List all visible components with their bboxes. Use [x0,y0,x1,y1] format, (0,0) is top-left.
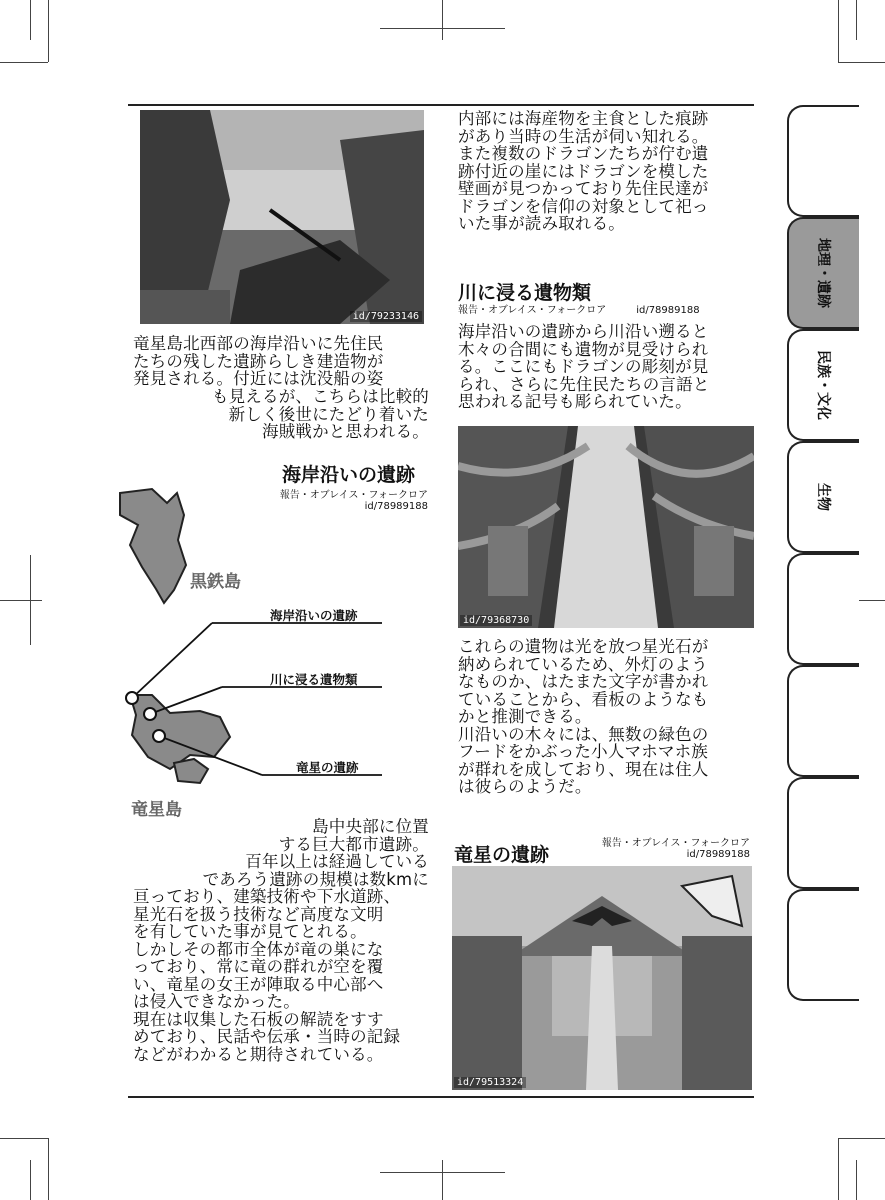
coastal-ruins-image [140,110,424,324]
coastal-continued: 内部には海産物を主食とした痕跡 があり当時の生活が伺い知れる。 また複数のドラゴンたちが佇む遺 跡付近の崖にはドラゴンを模した 壁画が見つかっており先住民達が ドラゴンを信仰の対象として祀っ いた事が読み取れる。 [458,109,709,233]
section-tabs [787,105,861,1105]
image-id: id/79513324 [454,1077,526,1088]
crop-mark [0,1138,48,1139]
crop-mark [380,1172,505,1173]
tab-geography-ruins[interactable] [787,217,859,329]
tab-ethnicity-culture[interactable] [787,329,859,441]
river-report: 報告・オブレイス・フォークロア id/78989188 [458,305,700,316]
crop-mark [30,0,31,40]
image-id: id/79233146 [350,311,422,322]
river-relics-image [458,426,754,628]
crop-mark [442,0,443,40]
image-id: id/79368730 [460,615,532,626]
crop-mark [48,1138,49,1200]
tab-5[interactable] [787,553,859,665]
river-text-2: これらの遺物は光を放つ星光石が 納められているため、外灯のよう なものか、はたまた文字が書かれ ていることから、看板のようなも かと推測できる。 川沿いの木々には、無数の緑色の フードをかぶった小人マホマホ族 が群れを成しており、現在は住人 は彼らのようだ。 [458,637,709,796]
map-label-coastal: 海岸沿いの遺跡 [270,608,358,623]
crop-mark [0,62,48,63]
star-ruins-image [452,866,752,1090]
map-label-star: 竜星の遺跡 [296,760,359,775]
crop-mark [838,1138,839,1200]
star-heading: 竜星の遺跡 [454,844,550,866]
top-rule [128,104,754,106]
black-iron-island [120,489,186,603]
crop-mark [30,1160,31,1200]
tab-6[interactable] [787,665,859,777]
crop-mark [856,0,857,40]
tab-7[interactable] [787,777,859,889]
crop-mark [856,1160,857,1200]
crop-mark [442,1160,443,1200]
star-report: 報告・オブレイス・フォークロア id/78989188 [601,838,750,860]
island-black-label: 黒鉄島 [190,572,241,592]
tab-label: 民族・文化 [815,350,831,420]
crop-mark [380,28,505,29]
crop-mark [0,600,42,601]
coastal-report: 報告・オブレイス・フォークロア id/78989188 [279,490,428,512]
marker-coastal [126,692,138,704]
crop-mark [838,62,885,63]
island-dragon-label: 竜星島 [131,800,182,820]
map-label-river: 川に浸る遺物類 [270,672,358,687]
crop-mark [838,1138,885,1139]
coastal-heading: 海岸沿いの遺跡 [282,464,416,486]
marker-star [153,730,165,742]
star-ruins-intro: 島中央部に位置 する巨大都市遺跡。 百年以上は経過している であろう遺跡の規模は数kmに [202,817,429,889]
crop-mark [838,0,839,62]
star-ruins-body: 亘っており、建築技術や下水道跡、 星光石を扱う技術など高度な文明 を有していた事が見てとれる。 しかしその都市全体が竜の巣にな っており、常に竜の群れが空を覆 い、竜星の女王が陣取る中心部へ は侵入できなかった。 現在は収集した石板の解読をすす めており、民話や伝承・当時の記録 などがわかると期待されている。 [133,887,401,1064]
tab-creatures[interactable] [787,441,859,553]
tab-label: 生物 [815,483,831,511]
marker-river [144,708,156,720]
crop-mark [48,0,49,62]
tab-label: 地理・遺跡 [815,238,831,308]
tab-8[interactable] [787,889,859,1001]
bottom-rule [128,1096,754,1098]
island-map [112,485,392,790]
river-text: 海岸沿いの遺跡から川沿い遡ると 木々の合間にも遺物が見受けられ る。ここにもドラゴンの彫刻が見 られ、さらに先住民たちの言語と 思われる記号も彫られていた。 [458,322,710,411]
river-heading: 川に浸る遺物類 [458,282,592,304]
tab-1[interactable] [787,105,859,217]
coastal-caption-right: も見えるが、こちらは比較的 新しく後世にたどり着いた 海賊戦かと思われる。 [211,387,429,441]
small-island [174,759,208,783]
coastal-caption: 竜星島北西部の海岸沿いに先住民 たちの残した遺跡らしき建造物が 発見される。付近には沈没船の姿 [133,334,384,388]
